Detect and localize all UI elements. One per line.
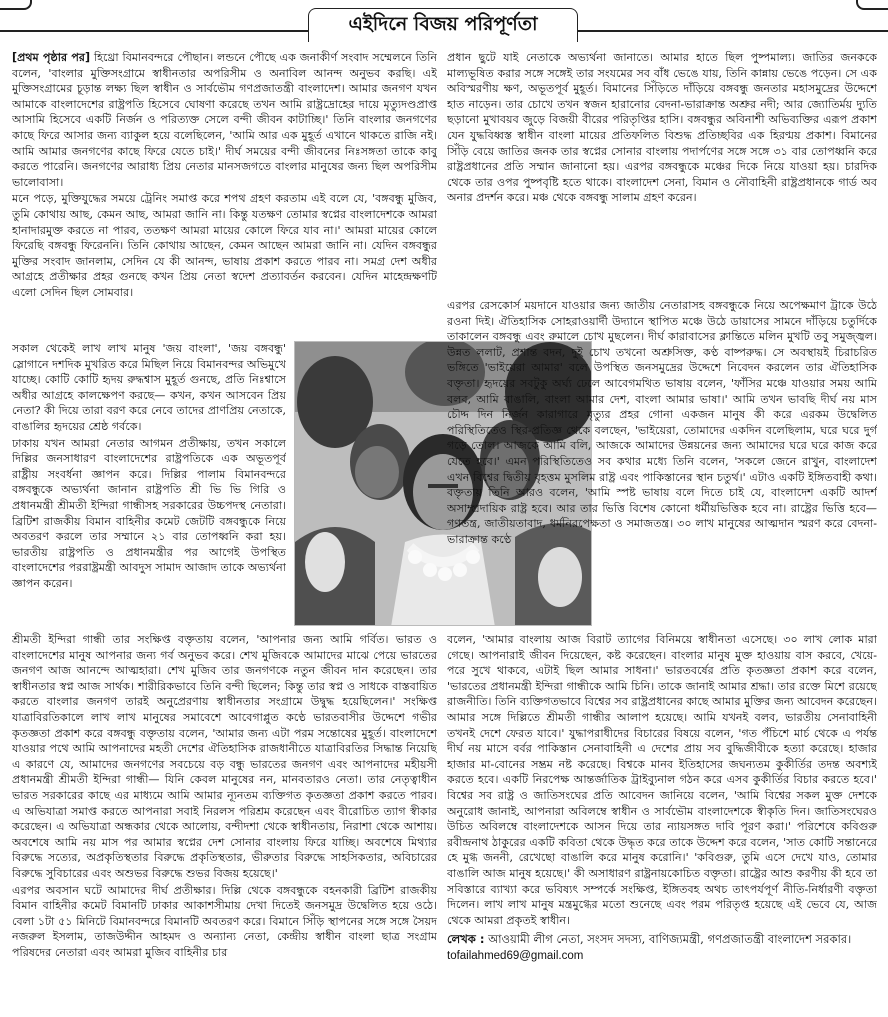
bottom-right-column bbox=[447, 632, 877, 1012]
section-header bbox=[0, 0, 888, 46]
header-title-tab bbox=[308, 8, 578, 42]
page-title: এইদিনে বিজয় পরিপূর্ণতা bbox=[348, 12, 538, 35]
byline-label: লেখক : bbox=[447, 932, 485, 947]
right-column-beside-photo bbox=[447, 298, 877, 632]
byline-text: আওয়ামী লীগ নেতা, সংসদ সদস্য, বাণিজ্যমন্ত্রী, গণপ্রজাতন্ত্রী বাংলাদেশ সরকার। bbox=[488, 932, 852, 947]
author-byline bbox=[447, 931, 877, 964]
article-paragraph: মনে পড়ে, মুক্তিযুদ্ধের সময়ে ট্রেনিং সমাপ্ত করে শপথ গ্রহণ করতাম এই বলে যে, 'বঙ্গবন্ধু মুজিব, তুমি কোথায় আছ, কেমন আছ, আমরা জানি না। কিন্তু যতক্ষণ তোমার স্বপ্নের বাংলাদেশকে আমরা হানাদারমুক্ত করতে না পারব, ততক্ষণ আমরা মায়ের কোলে ফিরে যাব না।' আমরা মায়ের কোলে ফিরেছি বঙ্গবন্ধু ফিরেননি। তিনি কোথায় আছেন, কেমন আছেন আমরা জানি না। যেদিন বঙ্গবন্ধুর মুক্তির সংবাদ জানলাম, সেদিন যে কী আনন্দ, ভাষায় প্রকাশ করতে পারব না। সমগ্র দেশ অধীর আগ্রহে প্রতীক্ষার প্রহর গুনছে কখন প্রিয় নেতা স্বদেশ প্রত্যাবর্তন করবেন। যেদিন মাহেন্দ্রক্ষণটি এলো সেদিন ছিল সোমবার। bbox=[12, 192, 437, 299]
author-email[interactable]: tofailahmed69@gmail.com bbox=[447, 950, 584, 963]
paragraph-text: হিথ্রো বিমানবন্দরে পৌছান। লন্ডনে পৌছে এক জনাকীর্ণ সংবাদ সম্মেলনে তিনি বলেন, 'বাংলার মুক্তিসংগ্রামে স্বাধীনতার অপরিসীম ও অনাবিল আনন্দ অনুভব করছি। এই মুক্তিসংগ্রামের চূড়ান্ত লক্ষ্য ছিল স্বাধীন ও সার্বভৌম গণপ্রজাতন্ত্রী বাংলাদেশ। আমার জনগণ যখন আমাকে বাংলাদেশের রাষ্ট্রপতি হিসেবে ঘোষণা করেছে তখন আমি রাষ্ট্রদ্রোহের দায়ে মৃত্যুদণ্ডপ্রাপ্ত আসামি হিসেবে একটি নির্জন ও পরিত্যক্ত সেলে বন্দী জীবন কাটাচ্ছি।' তিনি বাংলার জনগণের কাছে ফিরে আসার জন্য ব্যাকুল হয়ে বলেছিলেন, 'আমি আর এক মুহূর্ত এখানে থাকতে রাজি নই। আমি আমার জনগণের কাছে ফিরে যেতে চাই।' দীর্ঘ সময়ের বন্দী জীবনের নিঃসঙ্গতা তাকে কাবু করতে পারেনি। জনগণের আরাধ্য প্রিয় নেতার মানসজগতে বাংলার মানুষের জন্য ছিল অপরিসীম ভালোবাসা। bbox=[12, 51, 437, 189]
article-paragraph: এরপর অবসান ঘটে আমাদের দীর্ঘ প্রতীক্ষার। দিল্লি থেকে বঙ্গবন্ধুকে বহনকারী ব্রিটিশ রাজকীয় বিমান বাহিনীর কমেট বিমানটি ঢাকার আকাশসীমায় দেখা দিতেই জনসমুদ্র উদ্বেলিত হয়ে ওঠে। বেলা ১টা ৫১ মিনিটে বিমানবন্দরে বিমানটি অবতরণ করে। বিমানে সিঁড়ি স্থাপনের সঙ্গে সঙ্গে সৈয়দ নজরুল ইসলাম, তাজউদ্দীন আহমদ ও অন্যান্য নেতা, কেন্দ্রীয় স্বাধীন বাংলা ছাত্র সংগ্রাম পরিষদের নেতারা এবং আমরা মুজিব বাহিনীর চার bbox=[12, 883, 437, 959]
article-paragraph: সকাল থেকেই লাখ লাখ মানুষ 'জয় বাংলা', 'জয় বঙ্গবন্ধু' স্লোগানে দশদিক মুখরিত করে মিছিল নিয়ে বিমানবন্দর অভিমুখে যাচ্ছে। কোটি কোটি হৃদয় রুদ্ধশ্বাস মুহূর্ত গুনছে, প্রতি নিঃশ্বাসে অধীর আগ্রহে কালক্ষেপণ করছে— কখন, কখন আসবেন প্রিয় নেতা? কী দিয়ে তারা বরণ করে নেবে তাদের প্রাণপ্রিয় নেতাকে, বাঙালির হৃদয়ের শ্রেষ্ঠ গর্বকে। bbox=[12, 342, 286, 433]
article-paragraph: ঢাকায় যখন আমরা নেতার আগমন প্রতীক্ষায়, তখন সকালে দিল্লির জনসাধারণ বাংলাদেশের রাষ্ট্রপতিকে এক অভূতপূর্ব রাষ্ট্রীয় সংবর্ধনা জ্ঞাপন করে। দিল্লির পালাম বিমানবন্দরে বঙ্গবন্ধুকে অভ্যর্থনা জানান রাষ্ট্রপতি শ্রী ভি ভি গিরি ও প্রধানমন্ত্রী শ্রীমতী ইন্দিরা গান্ধীসহ সরকারের উচ্চপদস্থ নেতারা। ব্রিটিশ রাজকীয় বিমান বাহিনীর কমেট জেটটি বঙ্গবন্ধুকে নিয়ে অবতরণ করলে তার সম্মানে ২১ বার তোপধ্বনি করা হয়। ভারতীয় রাষ্ট্রপতি ও প্রধানমন্ত্রীর পর আগেই উপস্থিত বাংলাদেশের পররাষ্ট্রমন্ত্রী আবদুস সামাদ আজাদ তাকে অভ্যর্থনা জ্ঞাপন করেন। bbox=[12, 436, 286, 590]
left-column bbox=[12, 50, 437, 342]
bottom-left-column bbox=[12, 632, 437, 1012]
article-paragraph: বলেন, 'আমার বাংলায় আজ বিরাট ত্যাগের বিনিময়ে স্বাধীনতা এসেছে। ৩০ লাখ লোক মারা গেছে। আপনারাই জীবন দিয়েছেন, কষ্ট করেছেন। বাংলার মানুষ মুক্ত হাওয়ায় বাস করবে, খেয়ে-পরে সুখে থাকবে, এটাই ছিল আমার সাধনা।' ভারতবর্ষের প্রতি কৃতজ্ঞতা প্রকাশ করে বলেন, 'ভারতের প্রধানমন্ত্রী ইন্দিরা গান্ধীকে আমি চিনি। তাকে জানাই আমার শ্রদ্ধা। তার রক্তে মিশে রয়েছে রাজনীতি। তিনি ব্যক্তিগতভাবে বিশ্বের সব রাষ্ট্রপ্রধানের কাছে আমার মুক্তির জন্য আবেদন করেছেন। আমার সঙ্গে দিল্লিতে শ্রীমতী গান্ধীর আলাপ হয়েছে। আমি যখনই বলব, ভারতীয় সেনাবাহিনী তখনই দেশে ফেরত যাবে।' যুদ্ধাপরাধীদের বিচারের বিষয়ে বলেন, 'গত পঁচিশে মার্চ থেকে এ পর্যন্ত দীর্ঘ নয় মাসে বর্বর পাকিস্তান সেনাবাহিনী এ দেশের প্রায় সব বুদ্ধিজীবীকে হত্যা করেছে। হাজার হাজার মা-বোনের সম্ভ্রম নষ্ট করেছে। বিশ্বকে মানব ইতিহাসের জঘন্যতম কুকীর্তির তদন্ত অবশ্যই করতে হবে। একটি নিরপেক্ষ আন্তর্জাতিক ট্রাইব্যুনাল গঠন করে এসব কুকীর্তির বিচার করতে হবে।' বিশ্বের সব রাষ্ট্র ও জাতিসংঘের প্রতি আবেদন জানিয়ে বলেন, 'আমি বিশ্বের সকল মুক্ত দেশকে অনুরোধ জানাই, আপনারা অবিলম্বে স্বাধীন ও সার্বভৌম বাংলাদেশকে স্বীকৃতি দিন। জাতিসংঘেরও উচিত অবিলম্বে বাংলাদেশকে আসন দিয়ে তার ন্যায়সঙ্গত দাবি পূরণ করা।' পরিশেষে কবিগুরু রবীন্দ্রনাথ ঠাকুরের একটি কবিতা থেকে উদ্ধৃত করে তাকে উদ্দেশ করে বলেন, 'সাত কোটি সন্তানেরে হে মুগ্ধ জননী, রেখেছো বাঙালি করে মানুষ করোনি।' 'কবিগুরু, তুমি এসে দেখে যাও, তোমার বাঙালি আজ মানুষ হয়েছে।' কী অসাধারণ রাষ্ট্রনায়কোচিত বক্তৃতা। রাষ্ট্রের আশু করণীয় কী হবে তা সবিস্তারে ব্যাখ্যা করে ভবিষ্যৎ সম্পর্কে সংক্ষিপ্ত, ইঙ্গিতবহ অথচ তাৎপর্যপূর্ণ নীতি-নির্ধারণী বক্তৃতা দিলেন। লাখ লাখ মানুষ মন্ত্রমুগ্ধের মতো শুনেছে এবং পরম পরিতৃপ্ত হয়েছে এই ভেবে যে, আজ থেকে আমরা প্রকৃতই স্বাধীন। bbox=[447, 633, 877, 927]
article-paragraph: এরপর রেসকোর্স ময়দানে যাওয়ার জন্য জাতীয় নেতারাসহ বঙ্গবন্ধুকে নিয়ে অপেক্ষমাণ ট্রাকে উঠে রওনা দিই। ঐতিহাসিক সোহরাওয়ার্দী উদ্যানে স্থাপিত মঞ্চে উঠে ডায়াসের সামনে দাঁড়িয়ে চতুর্দিকে তাকালেন বঙ্গবন্ধু এবং রুমালে চোখ মুছলেন। দীর্ঘ কারাবাসের ক্লান্তিতে মলিন মুখটি তবু সমুজ্জ্বল। উন্নত ললাট, প্রশান্ত বদন, দুই চোখ তখনো অশ্রুসিক্ত, কণ্ঠ বাষ্পরুদ্ধ। সে অবস্থায়ই চিরাচরিত ভঙ্গিতে 'ভাইয়েরা আমার' বলে উপস্থিত জনসমুদ্রের উদ্দেশে নিবেদন করলেন তার ঐতিহাসিক বক্তৃতা। হৃদয়ের সবটুকু অর্ঘ্য ঢেলে আবেগমথিত ভাষায় বলেন, 'ফাঁসির মঞ্চে যাওয়ার সময় আমি বলব, আমি বাঙালি, বাংলা আমার দেশ, বাংলা আমার ভাষা।' আমি তখন ভাবছি দীর্ঘ নয় মাস চৌদ্দ দিন নির্জন কারাগারে মৃত্যুর প্রহর গোনা একজন মানুষ কী করে এরকম উদ্বেলিত পরিস্থিতিতেও স্থির-প্রতিজ্ঞ থেকে বলছেন, 'ভাইয়েরা, তোমাদের একদিন বলেছিলাম, ঘরে ঘরে দুর্গ গড়ে তোল। আজকে আমি বলি, আজকে আমাদের উন্নয়নের জন্য আমাদের ঘরে ঘরে কাজ করে যেতে হবে।' এমন পরিস্থিতিতেও সব কথার মধ্যে তিনি বলেন, 'সকলে জেনে রাখুন, বাংলাদেশ এখন বিশ্বের দ্বিতীয় বৃহত্তম মুসলিম রাষ্ট্র এবং পাকিস্তানের স্থান চতুর্থ।' এটাও একটি ইঙ্গিতবাহী কথা। বক্তৃতায় তিনি আরও বলেন, 'আমি স্পষ্ট ভাষায় বলে দিতে চাই যে, বাংলাদেশ একটি আদর্শ অসাম্প্রদায়িক রাষ্ট্র হবে। আর তার ভিত্তি বিশেষ কোনো ধর্মীয়ভিত্তিক হবে না। রাষ্ট্রের ভিত্তি হবে— গণতন্ত্র, জাতীয়তাবাদ, ধর্মনিরপেক্ষতা ও সমাজতন্ত্র। ৩০ লাখ মানুষের আত্মদান স্মরণ করে বেদনা-ভারাক্রান্ত কণ্ঠে bbox=[447, 299, 877, 546]
left-column-beside-photo bbox=[12, 341, 286, 630]
header-corner-left bbox=[0, 0, 32, 10]
continued-label: [প্রথম পৃষ্ঠার পর] bbox=[12, 51, 91, 64]
article-paragraph: প্রধান ছুটে যাই নেতাকে অভ্যর্থনা জানাতে। আমার হাতে ছিল পুষ্পমাল্য। জাতির জনককে মাল্যভূষিত করার সঙ্গে সঙ্গেই তার সংযমের সব বাঁধ ভেঙে যায়, তিনি কান্নায় ভেঙে পড়েন। সে এক অবিস্মরণীয় ক্ষণ, অভূতপূর্ব মুহূর্ত। বিমানের সিঁড়িতে দাঁড়িয়ে বঙ্গবন্ধু জনতার মহাসমুদ্রের উদ্দেশে হাত নাড়েন। তার চোখে তখন স্বজন হারানোর বেদনা-ভারাক্রান্ত অশ্রুর নদী; আর জ্যোতির্ময় দ্যুতি ছড়ানো মুখাবয়ব জুড়ে বিজয়ী বীরের পরিতৃপ্তির হাসি। বঙ্গবন্ধুর অবিনাশী অভিব্যক্তির এরূপ প্রকাশ যেন যুদ্ধবিধ্বস্ত স্বাধীন বাংলা মায়ের প্রতিফলিত বিশুদ্ধ প্রতিচ্ছবির এক হিরণ্ময় প্রকাশ। বিমানের সিঁড়ি বেয়ে জাতির জনক তার স্বপ্নের সোনার বাংলায় পদার্পণের সঙ্গে সঙ্গে ৩১ বার তোপধ্বনি করে রাষ্ট্রপ্রধানের প্রতি সম্মান জানানো হয়। এরপর বঙ্গবন্ধুকে মঞ্চের দিকে নিয়ে যাওয়া হয়। চারদিক থেকে তার ওপর পুষ্পবৃষ্টি হতে থাকে। বাংলাদেশ সেনা, বিমান ও নৌবাহিনী রাষ্ট্রপ্রধানকে গার্ড অব অনার প্রদর্শন করে। মঞ্চ থেকে বঙ্গবন্ধু সালাম গ্রহণ করেন। bbox=[447, 51, 877, 205]
article-paragraph bbox=[12, 50, 437, 190]
header-corner-right bbox=[856, 0, 888, 10]
article-paragraph: শ্রীমতী ইন্দিরা গান্ধী তার সংক্ষিপ্ত বক্তৃতায় বলেন, 'আপনার জন্য আমি গর্বিত। ভারত ও বাংলাদেশের মানুষ আপনার জন্য গর্ব অনুভব করে। শেখ মুজিবকে আমাদের মাঝে পেয়ে ভারতের জনগণ আজ আনন্দে আত্মহারা। শেখ মুজিব তার জনগণকে নতুন জীবন দান করেছেন। তার স্বাধীনতার স্বপ্ন আজ সার্থক। শারীরিকভাবে তিনি বন্দী ছিলেন; কিন্তু তার স্বপ্ন ও সাধকে বাস্তবায়িত করতে বাংলার জনগণ তারই অনুপ্রেরণায় স্বাধীনতার সংগ্রামে উদ্বুদ্ধ হয়েছিলেন।' সংক্ষিপ্ত যাত্রাবিরতিকালে লাখ লাখ মানুষের সমাবেশে আবেগাপ্লুত কণ্ঠে ভারতবাসীর উদ্দেশে গভীর কৃতজ্ঞতা প্রকাশ করে বঙ্গবন্ধু বক্তৃতায় বলেন, 'আমার জন্য এটা পরম সন্তোষের মুহূর্ত। বাংলাদেশে যাওয়ার পথে আমি আপনাদের মহতী দেশের ঐতিহাসিক রাজধানীতে যাত্রাবিরতির সিদ্ধান্ত নিয়েছি এ কারণে যে, আমাদের জনগণের সবচেয়ে বড় বন্ধু ভারতের জনগণ এবং আপনাদের মহীয়সী প্রধানমন্ত্রী শ্রীমতী ইন্দিরা গান্ধী— যিনি কেবল মানুষের নন, মানবতারও নেতা। তার নেতৃত্বাধীন ভারত সরকারের কাছে এর মাধ্যমে আমি আমার ন্যূনতম ব্যক্তিগত কৃতজ্ঞতা প্রকাশ করতে পারব। এ অভিযাত্রা সমাপ্ত করতে আপনারা সবাই নিরলস পরিশ্রম করেছেন এবং বীরোচিত ত্যাগ স্বীকার করেছেন। এ অভিযাত্রা অন্ধকার থেকে আলোয়, বন্দীদশা থেকে স্বাধীনতায়, নিরাশা থেকে আশায়। অবশেষে আমি নয় মাস পর আমার স্বপ্নের দেশ সোনার বাংলায় ফিরে যাচ্ছি। অবশেষে মিথ্যার বিরুদ্ধে সত্যের, অপ্রকৃতিস্থতার বিরুদ্ধে প্রকৃতিস্থতার, ভীরুতার বিরুদ্ধে সাহসিকতার, অবিচারের বিরুদ্ধে সুবিচারের এবং অশুভর বিরুদ্ধে শুভর বিজয় হয়েছে।' bbox=[12, 633, 437, 880]
